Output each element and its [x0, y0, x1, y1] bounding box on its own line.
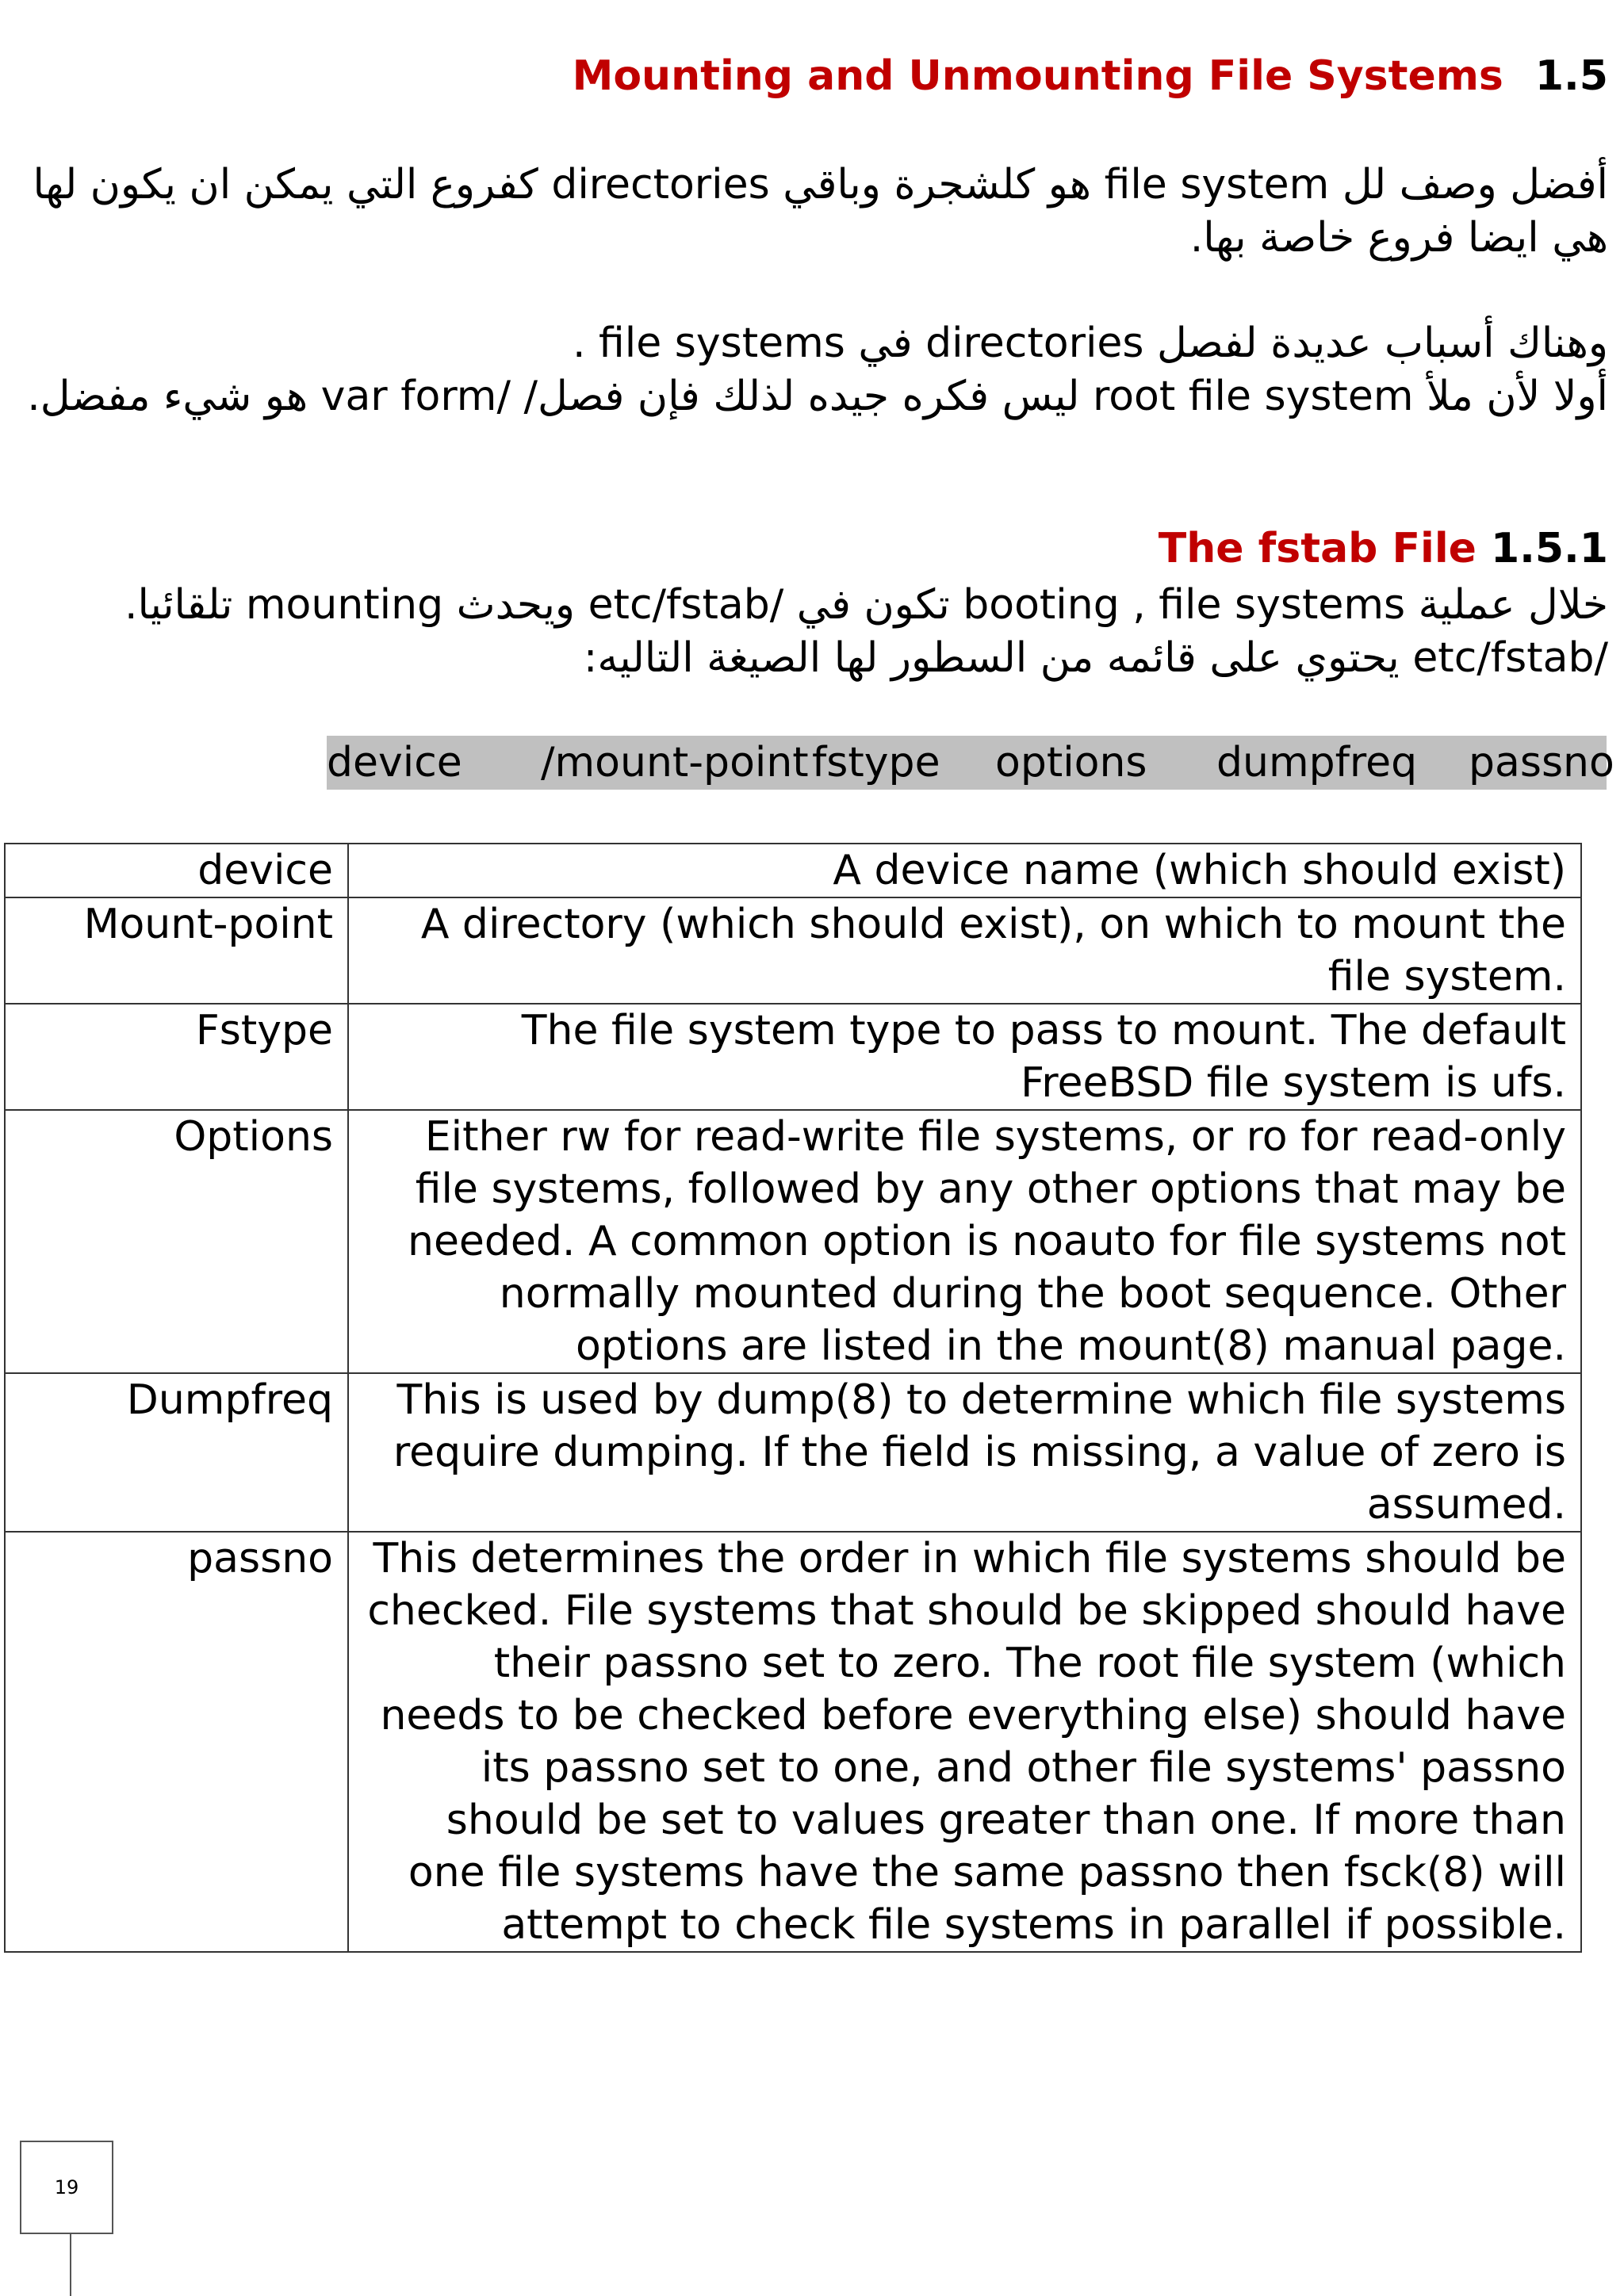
fstab-format-line	[327, 736, 1614, 790]
subsection-number: 1.5.1	[1490, 525, 1608, 572]
intro-paragraph-3: أولا لأن ملأ root file system ليس فكره جيده لذلك فإن فصل/ /var form هو شيء مفضل.	[27, 373, 1608, 420]
field-description: A device name (which should exist)	[348, 844, 1581, 897]
intro-paragraph-2: وهناك أسباب عديدة لفصل directories في file systems .	[572, 320, 1608, 367]
table-row	[5, 1110, 1581, 1373]
page-number: 19	[54, 2176, 79, 2198]
section-title: Mounting and Unmounting File Systems	[572, 52, 1503, 100]
field-name: passno	[5, 1532, 348, 1952]
format-device: device	[327, 739, 462, 786]
field-name: device	[5, 844, 348, 897]
field-description: A directory (which should exist), on which to mount the file system.	[348, 897, 1581, 1004]
section-number: 1.5	[1534, 52, 1608, 100]
field-description: This is used by dump(8) to determine which file systems require dumping. If the field is missing, a value of zero is assumed.	[348, 1373, 1581, 1532]
page-number-box	[20, 2141, 113, 2234]
table-row	[5, 1373, 1581, 1532]
fstab-intro-1: خلال عملية booting , file systems تكون في /etc/fstab ويحدث mounting تلقائيا.	[124, 581, 1608, 629]
field-name: Dumpfreq	[5, 1373, 348, 1532]
intro-paragraph-1: أفضل وصف لل file system هو كلشجرة وباقي directories كفروع التي يمكن ان يكون لها هي ايضا فروع خاصة بها.	[33, 161, 1608, 262]
field-description: The file system type to pass to mount. The default FreeBSD file system is ufs.	[348, 1004, 1581, 1110]
subsection-heading	[1159, 525, 1608, 572]
format-options: options	[995, 739, 1147, 786]
field-name: Fstype	[5, 1004, 348, 1110]
fstab-intro-2: /etc/fstab يحتوي على قائمه من السطور لها الصيغة التاليه:	[583, 634, 1608, 682]
section-heading	[573, 52, 1608, 100]
table-row	[5, 1532, 1581, 1952]
table-row	[5, 897, 1581, 1004]
fstab-fields-table	[4, 843, 1582, 1953]
field-description: Either rw for read-write file systems, or ro for read-only file systems, followed by any other options that may be needed. A common option is noauto for file systems not normally mounted during the boot sequence. Other options are listed in the mount(8) manual page.	[348, 1110, 1581, 1373]
field-name: Options	[5, 1110, 348, 1373]
table-row	[5, 844, 1581, 897]
format-passno: passno	[1469, 739, 1614, 786]
field-name: Mount-point	[5, 897, 348, 1004]
table-row	[5, 1004, 1581, 1110]
format-dumpfreq: dumpfreq	[1216, 739, 1418, 786]
page-number-connector	[70, 2234, 71, 2296]
field-description: This determines the order in which file systems should be checked. File systems that should be skipped should have their passno set to zero. The root file system (which needs to be checked before everything else) should have its passno set to one, and other file systems' passno should be set to values greater than one. If more than one file systems have the same passno then fsck(8) will attempt to check file systems in parallel if possible.	[348, 1532, 1581, 1952]
format-mount-point: /mount-point	[541, 739, 809, 786]
subsection-title: The fstab File	[1158, 525, 1477, 572]
format-fstype: fstype	[812, 739, 940, 786]
